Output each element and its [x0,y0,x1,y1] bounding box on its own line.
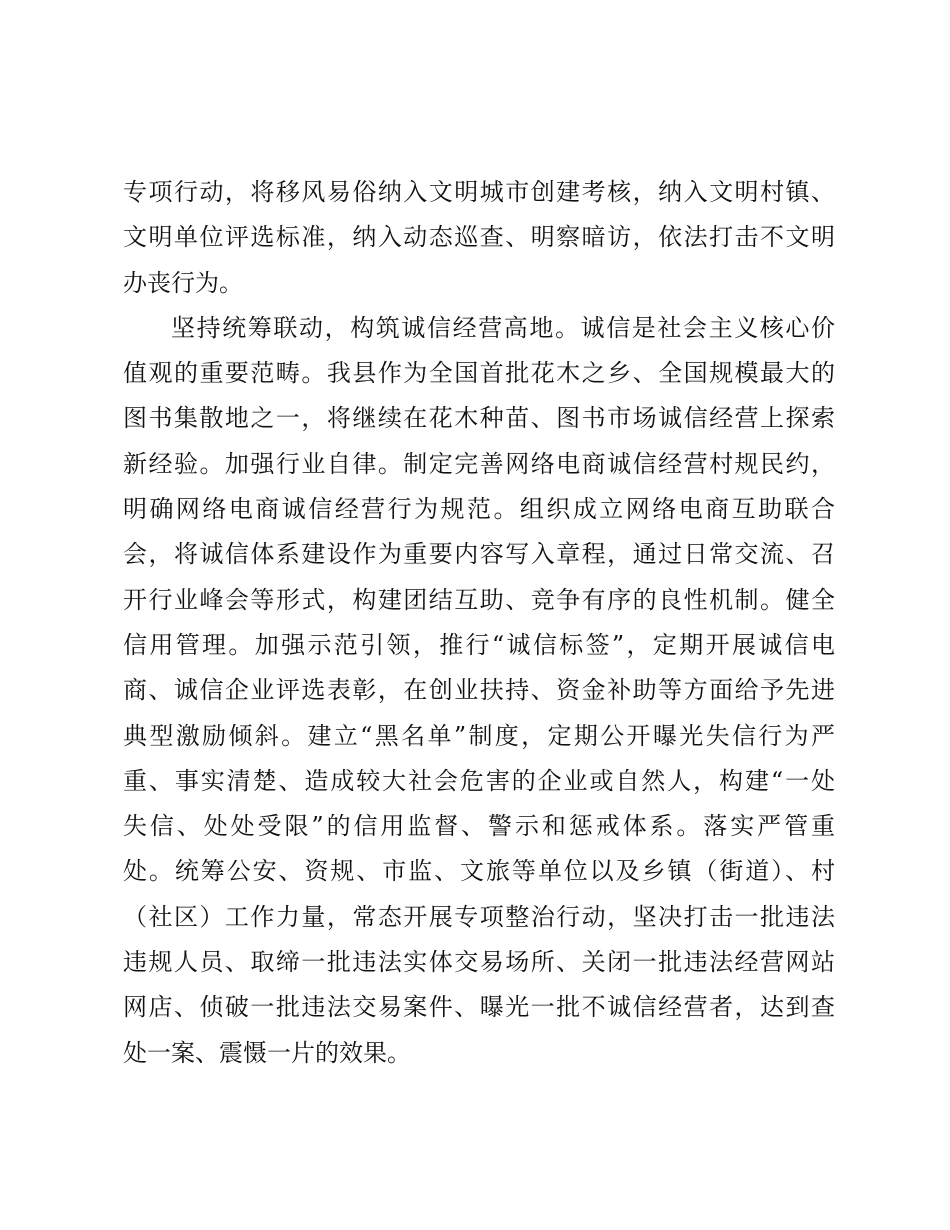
text-line: 商、诚信企业评选表彰，在创业扶持、资金补助等方面给予先进 [123,676,835,705]
text-line: 信用管理。加强示范引领，推行“诚信标签”，定期开展诚信电 [123,630,835,659]
text-line: （社区）工作力量，常态开展专项整治行动，坚决打击一批违法 [123,902,835,931]
text-line: 图书集散地之一，将继续在花木种苗、图书市场诚信经营上探索 [123,404,835,433]
text-line: 办丧行为。 [123,268,243,297]
text-line: 重、事实清楚、造成较大社会危害的企业或自然人，构建“一处 [123,766,835,795]
paragraph-first-line: 坚持统筹联动，构筑诚信经营高地。诚信是社会主义核心价 [171,313,835,342]
text-line: 典型激励倾斜。建立“黑名单”制度，定期公开曝光失信行为严 [123,721,835,750]
text-line: 网店、侦破一批违法交易案件、曝光一批不诚信经营者，达到查 [123,993,835,1022]
text-line: 专项行动，将移风易俗纳入文明城市创建考核，纳入文明村镇、 [123,178,835,206]
text-line: 新经验。加强行业自律。制定完善网络电商诚信经营村规民约， [123,449,835,478]
text-line: 失信、处处受限”的信用监督、警示和惩戒体系。落实严管重 [123,812,835,841]
text-line: 处一案、震慑一片的效果。 [123,1038,411,1067]
document-body [123,170,835,1076]
text-line: 处。统筹公安、资规、市监、文旅等单位以及乡镇（街道）、村 [123,857,835,886]
text-line: 会，将诚信体系建设作为重要内容写入章程，通过日常交流、召 [123,540,835,569]
text-line: 开行业峰会等形式，构建团结互助、竞争有序的良性机制。健全 [123,585,835,614]
text-line: 文明单位评选标准，纳入动态巡查、明察暗访，依法打击不文明 [123,223,835,252]
text-line: 值观的重要范畴。我县作为全国首批花木之乡、全国规模最大的 [123,359,835,388]
text-line: 违规人员、取缔一批违法实体交易场所、关闭一批违法经营网站 [123,948,835,977]
text-line: 明确网络电商诚信经营行为规范。组织成立网络电商互助联合 [123,495,835,524]
